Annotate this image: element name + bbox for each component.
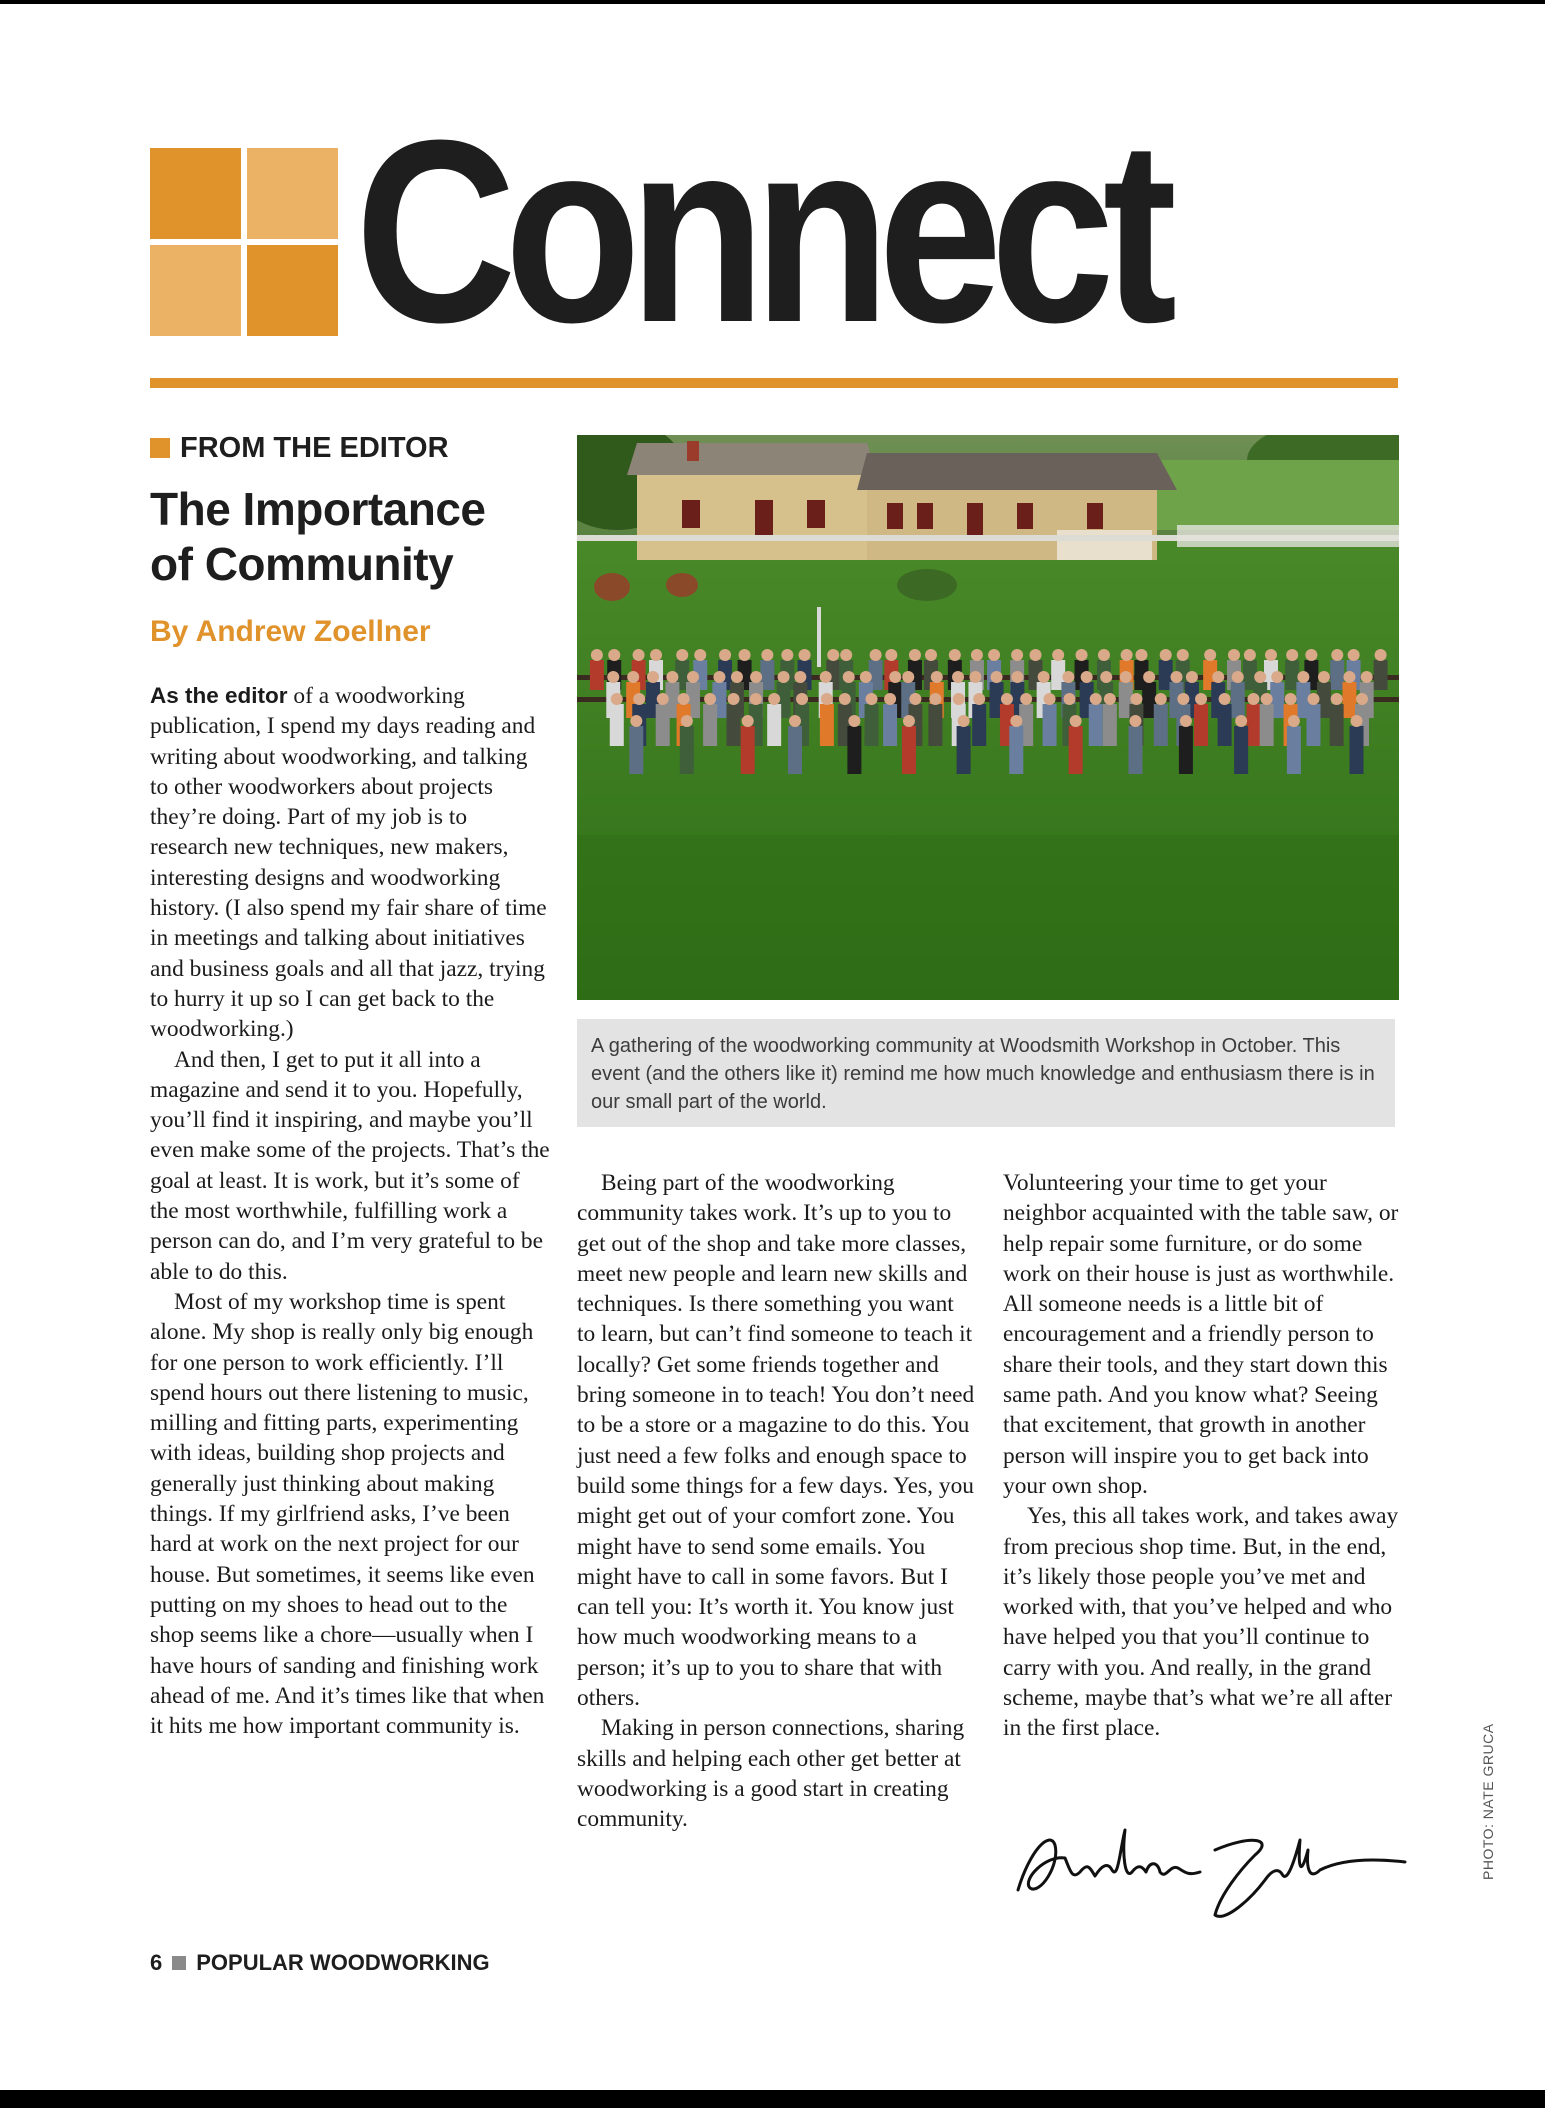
- section-kicker: [150, 432, 449, 464]
- text-column-left: [150, 681, 550, 1741]
- paragraph: Most of my workshop time is spent alone. My shop is really only big enough for one person to work efficiently. I’ll spend hours out there listening to music, milling and fitting parts, experimenting with ideas, building shop projects and generally just thinking about making things. If my girlfriend asks, I’ve been hard at work on the next project for our house. But sometimes, it seems like even putting on my shoes to head out to the shop seems like a chore—usually when I have hours of sanding and finishing work ahead of me. And it’s times like that when it hits me how important community is.: [150, 1288, 545, 1740]
- logo-square: [150, 148, 241, 239]
- logo-square: [150, 245, 241, 336]
- headline-line: The Importance: [150, 483, 486, 535]
- logo-square: [247, 245, 338, 336]
- page-footer: [150, 1948, 490, 1978]
- page-number: 6: [150, 1950, 163, 1975]
- header-rule: [150, 378, 1398, 388]
- group-photo: [577, 435, 1399, 1000]
- bottom-border: [0, 2090, 1545, 2108]
- photo-caption: A gathering of the woodworking community at Woodsmith Workshop in October. This event (and the others like it) remind me how much knowledge and enthusiasm there is in our small part of the world.: [591, 1035, 1375, 1113]
- paragraph: Making in person connections, sharing skills and helping each other get better at woodworking is a good start in creating community.: [577, 1715, 965, 1833]
- text-column-right: [1003, 1168, 1403, 1744]
- paragraph: And then, I get to put it all into a magazine and send it to you. Hopefully, you’ll find it inspiring, and maybe you’ll even make some of the projects. That’s the goal at least. It is work, but it’s some of the most worthwhile, fulfilling work a person can do, and I’m very grateful to be able to do this.: [150, 1046, 550, 1285]
- text-column-middle: [577, 1168, 977, 1835]
- kicker-label: FROM THE EDITOR: [180, 431, 449, 464]
- four-square-logo-icon: [150, 148, 338, 336]
- lead-in: As the editor: [150, 683, 288, 708]
- paragraph: Volunteering your time to get your neighbor acquainted with the table saw, or help repair some furniture, or do some work on their house is just as worthwhile. All someone needs is a little bit of encouragement and a friendly person to share their tools, and they start down this same path. And you know what? Seeing that excitement, that growth in another person will inspire you to get back into your own shop.: [1003, 1170, 1399, 1499]
- kicker-square-icon: [150, 438, 170, 458]
- paragraph: Yes, this all takes work, and takes away from precious shop time. But, in the end, it’s likely those people you’ve met and worked with, that you’ve helped and who have helped you that you’ll continue to carry with you. And really, in the grand scheme, maybe that’s what we’re all after in the first place.: [1003, 1503, 1399, 1742]
- top-border: [0, 0, 1545, 4]
- section-title: Connect: [355, 87, 1166, 377]
- footer-square-icon: [172, 1956, 186, 1970]
- logo-square: [247, 148, 338, 239]
- paragraph-text: of a woodworking publication, I spend my days reading and writing about woodworking, and talking to other woodworkers about projects they’re doing. Part of my job is to research new techniques, new makers, interesting designs and woodworking history. (I also spend my fair share of time in meetings and talking about initiatives and business goals and all that jazz, trying to hurry it up so I can get back to the woodworking.): [150, 683, 547, 1043]
- paragraph: Being part of the woodworking community takes work. It’s up to you to get out of the shop and take more classes, meet new people and learn new skills and techniques. Is there something you want to learn, but can’t find someone to teach it locally? Get some friends together and bring someone in to teach! You don’t need to be a store or a magazine to do this. You just need a few folks and enough space to build some things for a few days. Yes, you might get out of your comfort zone. You might have to send some emails. You might have to call in some favors. But I can tell you: It’s worth it. You know just how much woodworking means to a person; it’s up to you to share that with others.: [577, 1170, 975, 1712]
- headline-line: of Community: [150, 538, 454, 590]
- byline: By Andrew Zoellner: [150, 615, 431, 648]
- photo-caption-box: [577, 1019, 1395, 1127]
- publication-name: POPULAR WOODWORKING: [196, 1950, 490, 1975]
- author-signature: [1010, 1810, 1410, 1930]
- paragraph: [150, 681, 550, 1045]
- article-headline: [150, 482, 570, 592]
- photo-credit: PHOTO: NATE GRUCA: [1480, 1723, 1496, 1880]
